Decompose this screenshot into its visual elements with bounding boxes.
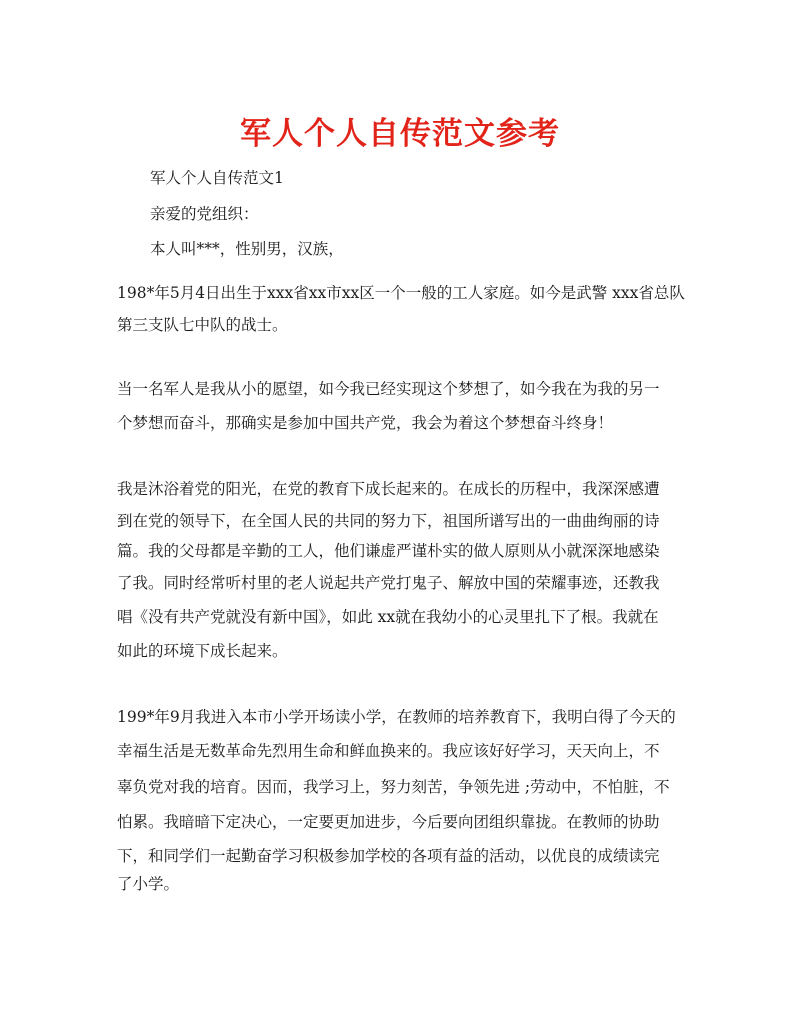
- paragraph-line: 199*年9月我进入本市小学开场读小学，在教师的培养教育下，我明白得了今天的: [117, 708, 676, 726]
- document-title: 军人个人自传范文参考: [240, 116, 560, 152]
- paragraph-line: 到在党的领导下，在全国人民的共同的努力下，祖国所谱写出的一曲曲绚丽的诗: [117, 512, 660, 530]
- paragraph-line: 198*年5月4日出生于xxx省xx市xx区一个一般的工人家庭。如今是武警 xxx省总队: [117, 284, 685, 302]
- paragraph-line: 我是沐浴着党的阳光，在党的教育下成长起来的。在成长的历程中，我深深感遭: [117, 480, 660, 498]
- paragraph-line: 辜负党对我的培育。因而，我学习上，努力刻苦，争领先进 ;劳动中，不怕脏，不: [117, 778, 670, 796]
- paragraph-line: 当一名军人是我从小的愿望，如今我已经实现这个梦想了，如今我在为我的另一: [117, 380, 660, 398]
- paragraph-line: 唱《没有共产党就没有新中国》，如此 xx就在我幼小的心灵里扎下了根。我就在: [117, 608, 659, 626]
- salutation: 亲爱的党组织：: [150, 205, 259, 223]
- paragraph-line: 怕累。我暗暗下定决心，一定要更加进步，今后要向团组织靠拢。在教师的协助: [117, 813, 660, 831]
- paragraph-line: 下，和同学们一起勤奋学习积极参加学校的各项有益的活动，以优良的成绩读完: [117, 847, 660, 865]
- paragraph-line: 幸福生活是无数革命先烈用生命和鲜血换来的。我应该好好学习，天天向上，不: [117, 742, 660, 760]
- subtitle: 军人个人自传范文1: [150, 169, 284, 187]
- intro-line: 本人叫***，性别男，汉族，: [150, 240, 344, 258]
- paragraph-line: 如此的环境下成长起来。: [117, 642, 288, 660]
- paragraph-line: 个梦想而奋斗，那确实是参加中国共产党，我会为着这个梦想奋斗终身！: [117, 414, 614, 432]
- paragraph-line: 了我。同时经常听村里的老人说起共产党打鬼子、解放中国的荣耀事迹，还教我: [117, 574, 660, 592]
- paragraph-line: 了小学。: [117, 875, 180, 893]
- paragraph-line: 第三支队七中队的战士。: [117, 316, 288, 334]
- paragraph-line: 篇。我的父母都是辛勤的工人，他们谦虚严谨朴实的做人原则从小就深深地感染: [117, 542, 660, 560]
